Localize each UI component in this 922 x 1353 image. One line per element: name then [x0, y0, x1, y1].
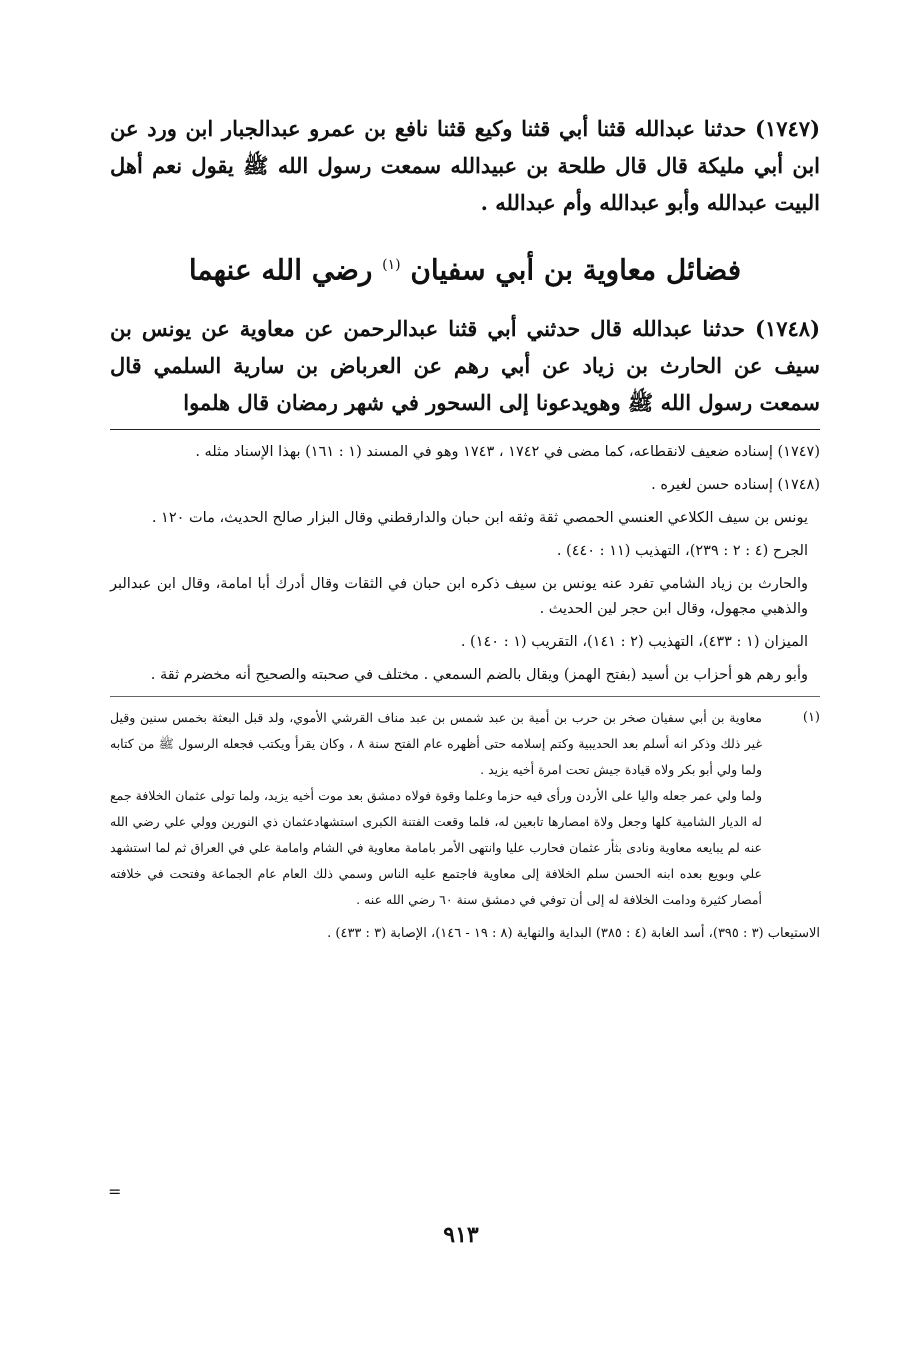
note-harith: والحارث بن زياد الشامي تفرد عنه يونس بن سيف ذكره ابن حبان في الثقات وقال أدرك أبا امامة، وقال ابن عبدالبر والذهبي مجهول، وقال ابن حجر لين الحديث . — [110, 576, 808, 618]
note-1748: (١٧٤٨) إسناده حسن لغيره . — [651, 477, 820, 494]
note-1747: (١٧٤٧) إسناده ضعيف لانقطاعه، كما مضى في ١٧٤٢ ، ١٧٤٣ وهو في المسند (١ : ١٦١) بهذا الإسناد مثله . — [195, 444, 820, 461]
note-abu-ruhm: وأبو رهم هو أحزاب بن أسيد (بفتح الهمز) ويقال بالضم السمعي . مختلف في صحبته والصحيح أنه مخضرم ثقة . — [150, 667, 808, 684]
footnote-para-1: معاوية بن أبي سفيان صخر بن حرب بن أمية بن عبد شمس بن عبد مناف القرشي الأموي، ولد قبل البعثة بخمس سنين وقيل غير ذلك وذكر انه أسلم بعد الحديبية وكتم إسلامه حتى أظهره عام الفتح سنة ٨ ، وكان يقرأ ويكتب فجعله الرسول ﷺ من كتابه ولما ولي أبو بكر ولاه قيادة جيش تحت امرة أخيه يزيد . — [110, 710, 762, 778]
footnote-1 — [110, 705, 820, 913]
footnote-ref: (١) — [382, 257, 401, 273]
footnote-divider — [110, 696, 820, 697]
note-harith-refs: الميزان (١ : ٤٣٣)، التهذيب (٢ : ١٤١)، التقريب (١ : ١٤٠) . — [460, 634, 808, 651]
note-yunus-refs: الجرح (٤ : ٢ : ٢٣٩)، التهذيب (١١ : ٤٤٠) . — [556, 543, 808, 560]
footnote-number: (١) — [802, 710, 820, 726]
footnote-references: الاستيعاب (٣ : ٣٩٥)، أسد الغابة (٤ : ٣٨٥) البداية والنهاية (٨ : ١٩ - ١٤٦)، الإصابة (٣ : ٤٣٣) . — [327, 926, 820, 942]
chapter-title-text: فضائل معاوية بن أبي سفيان — [410, 253, 742, 287]
continuation-mark: = — [108, 1182, 122, 1201]
chapter-title-tail: رضي الله عنهما — [188, 253, 373, 287]
note-yunus: يونس بن سيف الكلاعي العنسي الحمصي ثقة وثقه ابن حبان والدارقطني وقال البزار صالح الحديث، مات ١٢٠ . — [151, 510, 808, 527]
hadith-1748: (١٧٤٨) حدثنا عبدالله قال حدثني أبي قثنا عبدالرحمن عن معاوية عن يونس بن سيف عن الحارث بن زياد عن أبي رهم عن العرباض بن سارية السلمي قال سمعت رسول الله ﷺ وهويدعونا إلى السحور في شهر رمضان قال هلموا — [110, 316, 820, 416]
page-number: ٩١٣ — [443, 1222, 479, 1248]
notes-divider — [110, 429, 820, 430]
chapter-title — [110, 245, 820, 290]
hadith-1747: (١٧٤٧) حدثنا عبدالله قثنا أبي قثنا وكيع قثنا نافع بن عمرو عبدالجبار ابن ورد عن ابن أبي مليكة قال قال طلحة بن عبيدالله سمعت رسول الله ﷺ يقول نعم أهل البيت عبدالله وأبو عبدالله وأم عبدالله . — [110, 116, 820, 215]
footnote-para-2: ولما ولي عمر جعله واليا على الأردن ورأى فيه حزما وعلما وقوة فولاه دمشق بعد موت أخيه يزيد، ولما تولى عثمان الخلافة جمع له الديار الشامية كلها وجعل ولاة امصارها تابعين له، فلما وقعت الفتنة الكبرى استشهادعثمان ذي النورين وولي علي رضي الله عنه لم يبايعه معاوية ونادى بثأر عثمان فحارب عليا وانتهى الأمر بامامة معاوية في الشام وامامة علي في العراق ثم لما استشهد علي وبويع بعده ابنه الحسن سلم الخلافة إلى معاوية فاجتمع عليه الناس وسمي ذلك العام عام الجماعة وفتحت في خلافته أمصار كثيرة ودامت الخلافة له إلى أن توفي في دمشق سنة ٦٠ رضي الله عنه . — [110, 788, 762, 908]
page-body — [110, 110, 820, 947]
